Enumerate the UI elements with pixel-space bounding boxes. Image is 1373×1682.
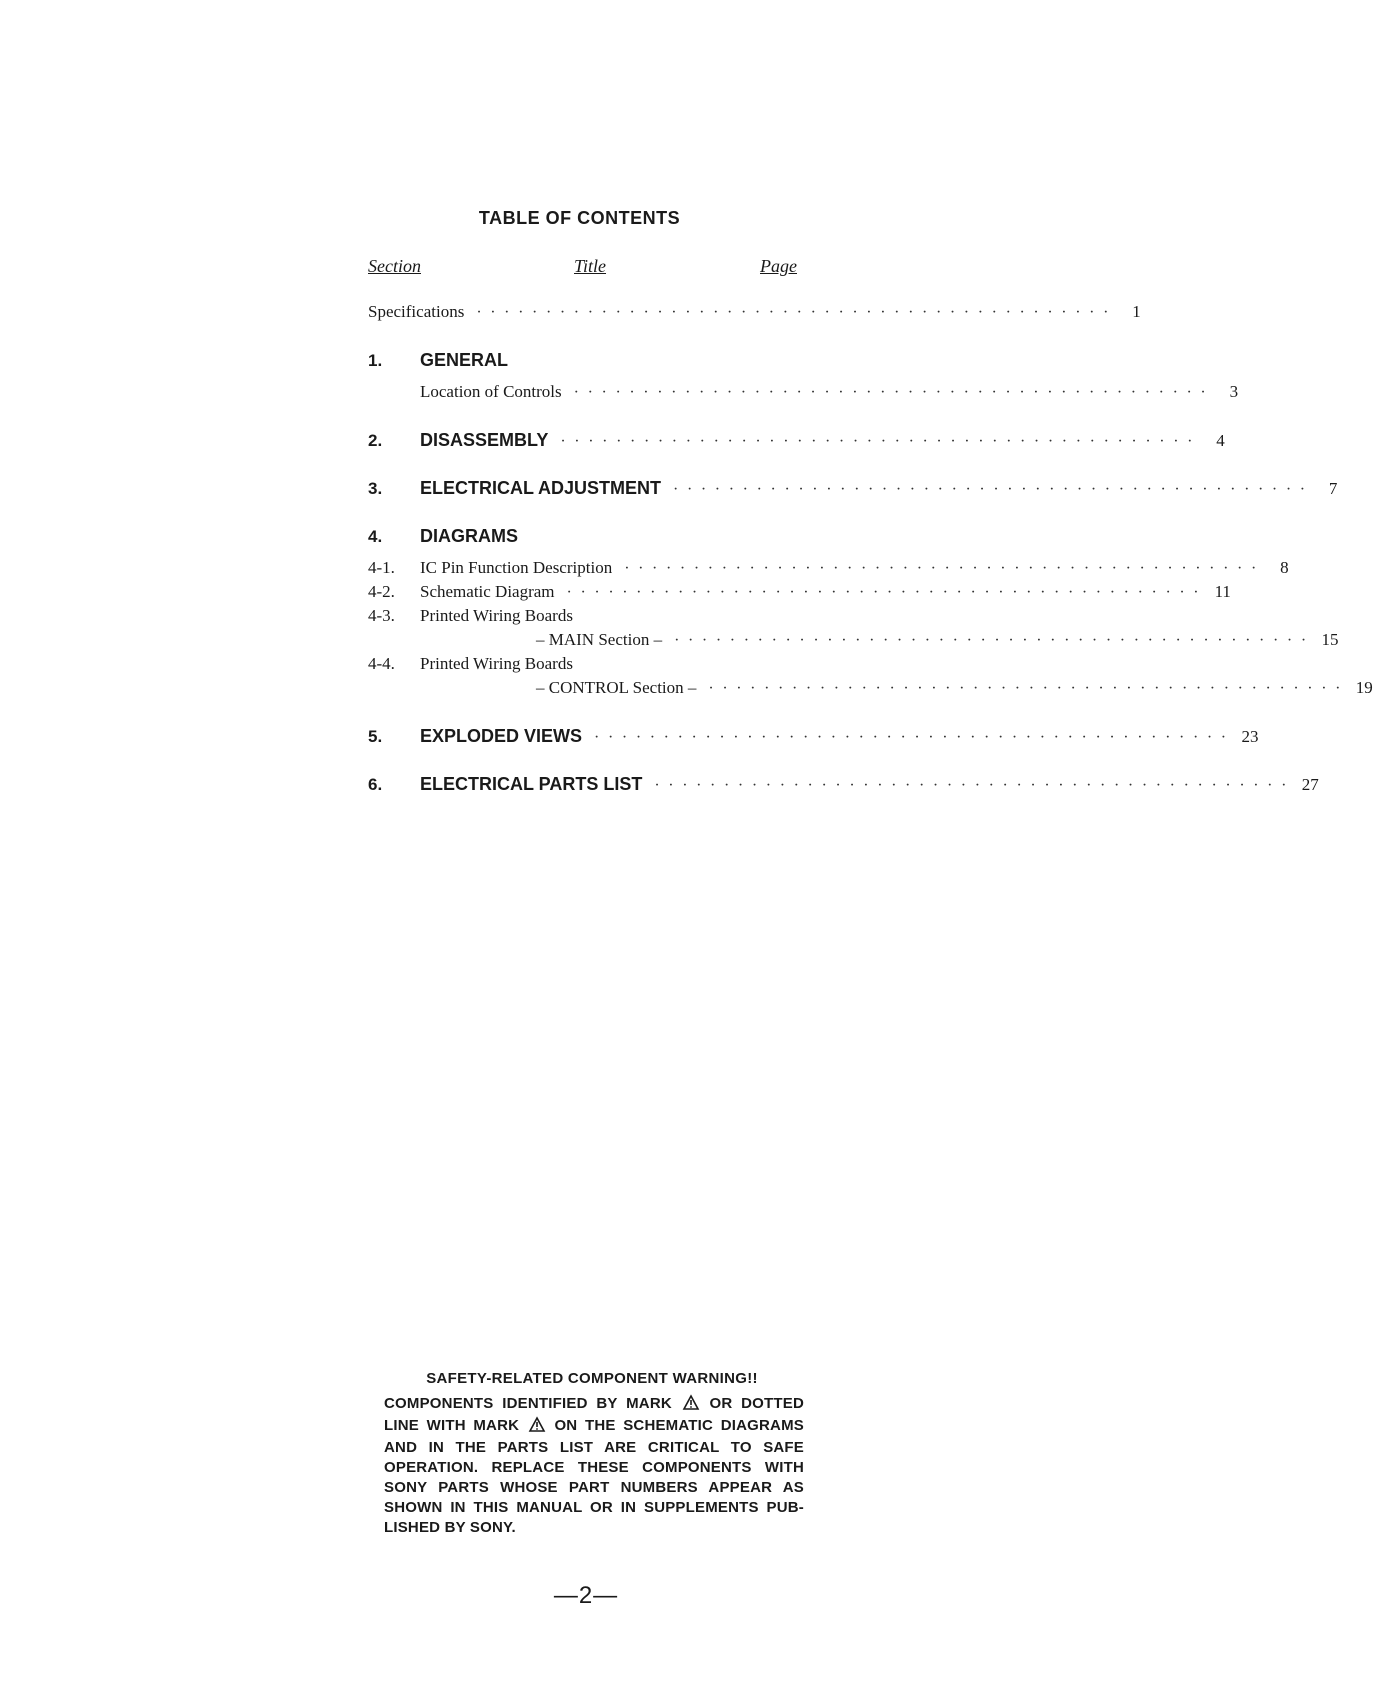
section-title: DIAGRAMS <box>420 526 518 546</box>
leader-dots: · · · · · · · · · · · · · · · · · · · · · · · · · · · · · · · · · · · · · · · · · · · · · · <box>560 433 1195 450</box>
warning-text: COMPONENTS IDENTIFIED BY MARK <box>384 1395 672 1412</box>
section-title: ELECTRICAL PARTS LIST <box>420 774 643 794</box>
warning-triangle-icon <box>683 1395 699 1416</box>
toc-entry-text: Printed Wiring Boards <box>420 606 573 625</box>
toc-entry-page: 3 <box>1229 382 1239 401</box>
section-number: 6. <box>368 775 383 794</box>
toc-title: TABLE OF CONTENTS <box>478 208 681 228</box>
section-title: DISASSEMBLY <box>420 430 549 450</box>
warning-triangle-icon <box>529 1417 545 1438</box>
toc-entry-subtext: – MAIN Section – <box>536 630 663 649</box>
toc-entry-text: IC Pin Function Description <box>420 558 613 577</box>
toc-section-general[interactable] <box>368 350 798 376</box>
toc-section-exploded-views[interactable] <box>368 726 1259 752</box>
toc-entry-page: 15 <box>1321 630 1339 649</box>
toc-entry-location-controls[interactable] <box>368 382 1239 408</box>
leader-dots: · · · · · · · · · · · · · · · · · · · · · · · · · · · · · · · · · · · · · · · · · · · · · · <box>624 560 1259 577</box>
page-number: —2— <box>553 1582 619 1609</box>
toc-section-diagrams[interactable] <box>368 526 798 552</box>
section-number: 4. <box>368 527 383 546</box>
toc-entry-text: Printed Wiring Boards <box>420 654 573 673</box>
toc-entry-schematic[interactable] <box>368 582 1231 608</box>
section-number: 4-3. <box>368 606 395 625</box>
leader-dots: · · · · · · · · · · · · · · · · · · · · · · · · · · · · · · · · · · · · · · · · · · · · · · <box>673 481 1308 498</box>
section-number: 1. <box>368 351 383 370</box>
toc-entry-subtext: – CONTROL Section – <box>536 678 697 697</box>
toc-section-disassembly[interactable] <box>368 430 1225 456</box>
toc-entry-text: Specifications <box>368 302 465 321</box>
toc-entry-page: 19 <box>1355 678 1373 697</box>
safety-warning-title: SAFETY-RELATED COMPONENT WARNING!! <box>426 1370 758 1387</box>
section-number: 4-2. <box>368 582 395 601</box>
toc-section-parts-list[interactable] <box>368 774 1319 800</box>
section-title: GENERAL <box>420 350 509 370</box>
toc-entry-page: 1 <box>1132 302 1141 321</box>
toc-entry-pwb-main-sub[interactable] <box>368 630 1339 656</box>
toc-section-electrical-adjustment[interactable] <box>368 478 1338 504</box>
section-number: 3. <box>368 479 383 498</box>
leader-dots: · · · · · · · · · · · · · · · · · · · · · · · · · · · · · · · · · · · · · · · · · · · · · · <box>594 729 1229 746</box>
safety-warning-body <box>384 1394 804 1538</box>
leader-dots: · · · · · · · · · · · · · · · · · · · · · · · · · · · · · · · · · · · · · · · · · · · · · · <box>476 304 1111 321</box>
section-number: 2. <box>368 431 383 450</box>
warning-text: OR DOTTED LINE WITH MARK <box>384 1395 804 1434</box>
section-number: 4-1. <box>368 558 395 577</box>
toc-entry-page: 11 <box>1214 582 1231 601</box>
section-title: EXPLODED VIEWS <box>420 726 583 746</box>
toc-entry-pwb-main[interactable] <box>368 606 798 632</box>
section-number: 4-4. <box>368 654 395 673</box>
leader-dots: · · · · · · · · · · · · · · · · · · · · · · · · · · · · · · · · · · · · · · · · · · · · · · <box>566 584 1201 601</box>
toc-entry-pwb-control-sub[interactable] <box>368 678 1373 704</box>
leader-dots: · · · · · · · · · · · · · · · · · · · · · · · · · · · · · · · · · · · · · · · · · · · · · · <box>654 777 1289 794</box>
toc-entry-specifications[interactable] <box>368 302 1141 328</box>
leader-dots: · · · · · · · · · · · · · · · · · · · · · · · · · · · · · · · · · · · · · · · · · · · · · · <box>674 632 1309 649</box>
header-title: Title <box>574 256 607 276</box>
toc-entry-text: Schematic Diagram <box>420 582 555 601</box>
section-title: ELECTRICAL ADJUSTMENT <box>420 478 662 498</box>
warning-text: ON THE SCHEMATIC DIAGRAMS AND IN THE PARTS LIST ARE CRITICAL TO SAFE OPERATION. REPLACE THESE COMPONENTS WITH SONY PARTS WHOSE PART NUMBERS APPEAR AS SHOWN IN THIS MANUAL OR IN SUPPLEMENTS PUB-LISHED BY SONY. <box>384 1417 804 1536</box>
section-number: 5. <box>368 727 383 746</box>
header-page: Page <box>760 256 797 276</box>
leader-dots: · · · · · · · · · · · · · · · · · · · · · · · · · · · · · · · · · · · · · · · · · · · · · · <box>708 680 1343 697</box>
leader-dots: · · · · · · · · · · · · · · · · · · · · · · · · · · · · · · · · · · · · · · · · · · · · · · <box>573 384 1209 401</box>
toc-entry-page: 8 <box>1280 558 1289 577</box>
toc-entry-pwb-control[interactable] <box>368 654 798 680</box>
header-section: Section <box>368 256 421 276</box>
toc-entry-page: 27 <box>1301 775 1319 794</box>
toc-entry-page: 7 <box>1328 479 1338 498</box>
toc-entry-page: 23 <box>1241 727 1259 746</box>
toc-entry-text: Location of Controls <box>420 382 562 401</box>
toc-entry-page: 4 <box>1216 431 1225 450</box>
toc-entry-ic-pin[interactable] <box>368 558 1289 584</box>
